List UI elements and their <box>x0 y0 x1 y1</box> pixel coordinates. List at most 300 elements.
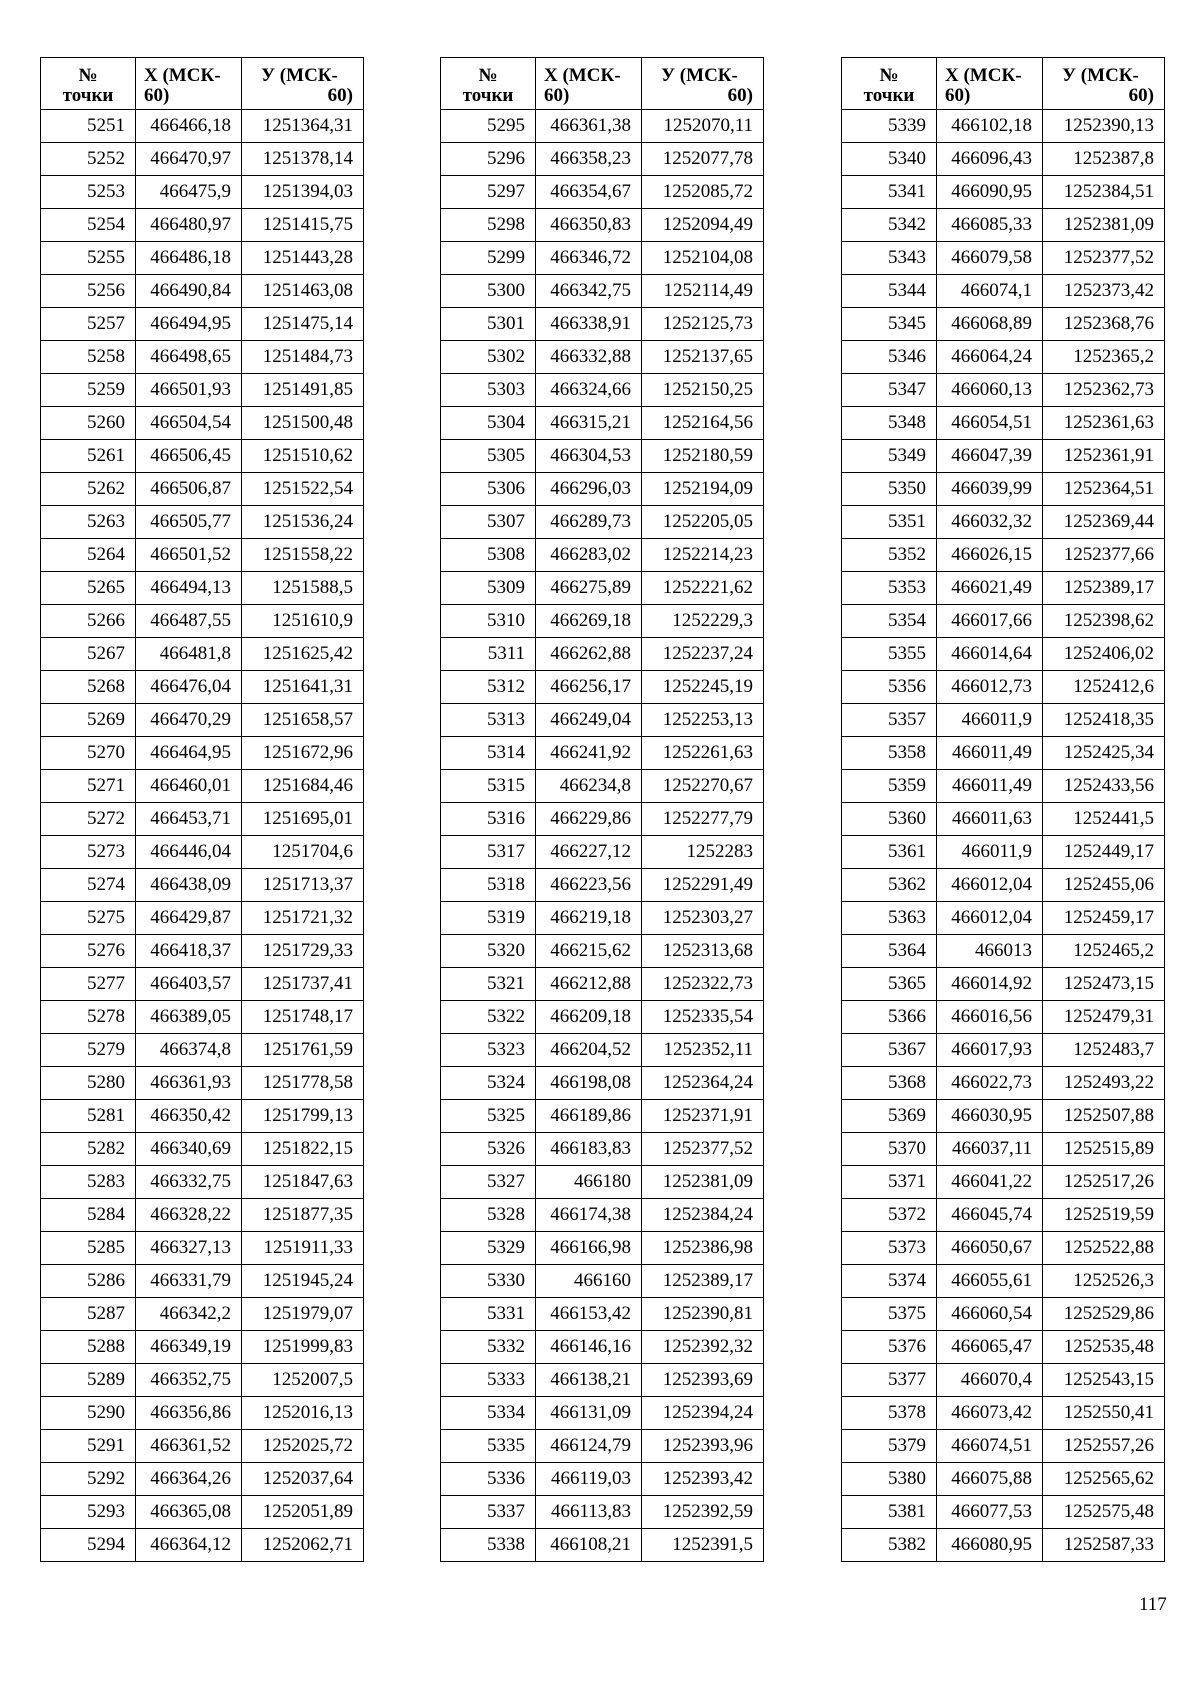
y-coordinate-cell: 1252194,09 <box>642 473 764 506</box>
point-number-cell: 5366 <box>842 1001 937 1034</box>
x-coordinate-cell: 466073,42 <box>937 1397 1043 1430</box>
x-coordinate-cell: 466505,77 <box>136 506 242 539</box>
point-number-cell: 5380 <box>842 1463 937 1496</box>
y-coordinate-cell: 1251778,58 <box>242 1067 364 1100</box>
point-number-cell: 5272 <box>41 803 136 836</box>
y-coordinate-cell: 1251721,32 <box>242 902 364 935</box>
y-coordinate-cell: 1252373,42 <box>1043 275 1165 308</box>
y-coordinate-cell: 1252455,06 <box>1043 869 1165 902</box>
table-row <box>441 869 764 902</box>
point-number-cell: 5335 <box>441 1430 536 1463</box>
point-number-cell: 5379 <box>842 1430 937 1463</box>
x-coordinate-cell: 466304,53 <box>536 440 642 473</box>
point-number-cell: 5340 <box>842 143 937 176</box>
x-coordinate-cell: 466346,72 <box>536 242 642 275</box>
y-coordinate-cell: 1252352,11 <box>642 1034 764 1067</box>
table-row <box>842 341 1165 374</box>
y-coordinate-cell: 1251945,24 <box>242 1265 364 1298</box>
y-coordinate-cell: 1251695,01 <box>242 803 364 836</box>
y-coordinate-cell: 1252425,34 <box>1043 737 1165 770</box>
table-row <box>441 1232 764 1265</box>
point-number-cell: 5336 <box>441 1463 536 1496</box>
table-row <box>441 1100 764 1133</box>
y-coordinate-cell: 1252025,72 <box>242 1430 364 1463</box>
y-coordinate-cell: 1252390,81 <box>642 1298 764 1331</box>
point-number-cell: 5259 <box>41 374 136 407</box>
x-coordinate-cell: 466361,93 <box>136 1067 242 1100</box>
point-number-cell: 5360 <box>842 803 937 836</box>
y-coordinate-cell: 1252441,5 <box>1043 803 1165 836</box>
y-coordinate-cell: 1252362,73 <box>1043 374 1165 407</box>
table-row <box>441 440 764 473</box>
coordinates-table-3 <box>841 57 1165 1562</box>
x-coordinate-cell: 466124,79 <box>536 1430 642 1463</box>
x-coordinate-cell: 466486,18 <box>136 242 242 275</box>
x-coordinate-cell: 466054,51 <box>937 407 1043 440</box>
x-coordinate-cell: 466160 <box>536 1265 642 1298</box>
y-coordinate-cell: 1251484,73 <box>242 341 364 374</box>
table-row <box>441 638 764 671</box>
y-coordinate-cell: 1252381,09 <box>642 1166 764 1199</box>
point-number-cell: 5294 <box>41 1529 136 1562</box>
y-coordinate-cell: 1251799,13 <box>242 1100 364 1133</box>
point-number-cell: 5361 <box>842 836 937 869</box>
point-number-cell: 5317 <box>441 836 536 869</box>
x-coordinate-cell: 466506,45 <box>136 440 242 473</box>
table-row <box>842 1001 1165 1034</box>
x-coordinate-cell: 466011,49 <box>937 770 1043 803</box>
x-coordinate-cell: 466338,91 <box>536 308 642 341</box>
point-number-cell: 5268 <box>41 671 136 704</box>
x-coordinate-cell: 466269,18 <box>536 605 642 638</box>
x-coordinate-cell: 466102,18 <box>937 110 1043 143</box>
table-row <box>41 770 364 803</box>
point-number-cell: 5375 <box>842 1298 937 1331</box>
point-number-cell: 5359 <box>842 770 937 803</box>
x-coordinate-cell: 466350,42 <box>136 1100 242 1133</box>
table-row <box>41 308 364 341</box>
y-coordinate-cell: 1252205,05 <box>642 506 764 539</box>
y-coordinate-cell: 1251737,41 <box>242 968 364 1001</box>
y-coordinate-cell: 1251378,14 <box>242 143 364 176</box>
x-coordinate-cell: 466077,53 <box>937 1496 1043 1529</box>
x-coordinate-cell: 466080,95 <box>937 1529 1043 1562</box>
point-number-cell: 5278 <box>41 1001 136 1034</box>
table-row <box>842 1529 1165 1562</box>
y-coordinate-cell: 1252391,5 <box>642 1529 764 1562</box>
table-row <box>441 671 764 704</box>
table-row <box>842 308 1165 341</box>
x-coordinate-cell: 466241,92 <box>536 737 642 770</box>
point-number-cell: 5279 <box>41 1034 136 1067</box>
y-coordinate-cell: 1251500,48 <box>242 407 364 440</box>
table-row <box>41 704 364 737</box>
point-number-cell: 5316 <box>441 803 536 836</box>
table-row <box>41 1529 364 1562</box>
table-row <box>441 1001 764 1034</box>
x-coordinate-cell: 466283,02 <box>536 539 642 572</box>
point-number-cell: 5313 <box>441 704 536 737</box>
point-number-cell: 5305 <box>441 440 536 473</box>
table-row <box>41 1430 364 1463</box>
x-coordinate-cell: 466131,09 <box>536 1397 642 1430</box>
y-coordinate-cell: 1252387,8 <box>1043 143 1165 176</box>
y-coordinate-cell: 1252085,72 <box>642 176 764 209</box>
table-row <box>842 374 1165 407</box>
point-number-cell: 5357 <box>842 704 937 737</box>
point-number-cell: 5381 <box>842 1496 937 1529</box>
x-coordinate-cell: 466223,56 <box>536 869 642 902</box>
table-row <box>842 539 1165 572</box>
y-coordinate-cell: 1252361,63 <box>1043 407 1165 440</box>
point-number-cell: 5282 <box>41 1133 136 1166</box>
point-number-cell: 5370 <box>842 1133 937 1166</box>
table-row <box>41 737 364 770</box>
x-coordinate-cell: 466039,99 <box>937 473 1043 506</box>
x-coordinate-cell: 466498,65 <box>136 341 242 374</box>
x-coordinate-cell: 466487,55 <box>136 605 242 638</box>
point-number-cell: 5332 <box>441 1331 536 1364</box>
x-coordinate-cell: 466146,16 <box>536 1331 642 1364</box>
table-row <box>41 374 364 407</box>
y-coordinate-cell: 1252368,76 <box>1043 308 1165 341</box>
point-number-cell: 5261 <box>41 440 136 473</box>
y-coordinate-cell: 1251822,15 <box>242 1133 364 1166</box>
x-coordinate-cell: 466438,09 <box>136 869 242 902</box>
point-number-cell: 5273 <box>41 836 136 869</box>
x-coordinate-cell: 466198,08 <box>536 1067 642 1100</box>
point-number-cell: 5333 <box>441 1364 536 1397</box>
y-coordinate-cell: 1252557,26 <box>1043 1430 1165 1463</box>
x-coordinate-cell: 466060,13 <box>937 374 1043 407</box>
coordinates-table-1 <box>40 57 364 1562</box>
table-row <box>842 1100 1165 1133</box>
x-coordinate-cell: 466480,97 <box>136 209 242 242</box>
y-coordinate-cell: 1252283 <box>642 836 764 869</box>
y-coordinate-cell: 1252522,88 <box>1043 1232 1165 1265</box>
table-row <box>842 407 1165 440</box>
x-coordinate-cell: 466504,54 <box>136 407 242 440</box>
y-coordinate-cell: 1252381,09 <box>1043 209 1165 242</box>
x-coordinate-cell: 466011,49 <box>937 737 1043 770</box>
x-coordinate-cell: 466014,92 <box>937 968 1043 1001</box>
y-coordinate-cell: 1252386,98 <box>642 1232 764 1265</box>
y-coordinate-cell: 1252493,22 <box>1043 1067 1165 1100</box>
table-row <box>41 935 364 968</box>
point-number-cell: 5344 <box>842 275 937 308</box>
table-row <box>842 473 1165 506</box>
point-number-cell: 5280 <box>41 1067 136 1100</box>
x-coordinate-cell: 466016,56 <box>937 1001 1043 1034</box>
table-row <box>842 968 1165 1001</box>
point-number-cell: 5263 <box>41 506 136 539</box>
table-row <box>41 1100 364 1133</box>
table-row <box>842 935 1165 968</box>
point-number-cell: 5264 <box>41 539 136 572</box>
point-number-cell: 5349 <box>842 440 937 473</box>
y-coordinate-cell: 1251729,33 <box>242 935 364 968</box>
x-coordinate-cell: 466055,61 <box>937 1265 1043 1298</box>
point-number-cell: 5253 <box>41 176 136 209</box>
x-coordinate-cell: 466358,23 <box>536 143 642 176</box>
x-coordinate-cell: 466262,88 <box>536 638 642 671</box>
table-row <box>441 1166 764 1199</box>
x-coordinate-cell: 466079,58 <box>937 242 1043 275</box>
x-coordinate-cell: 466204,52 <box>536 1034 642 1067</box>
y-coordinate-cell: 1251625,42 <box>242 638 364 671</box>
table-row <box>41 803 364 836</box>
point-number-cell: 5378 <box>842 1397 937 1430</box>
table-row <box>842 1133 1165 1166</box>
x-coordinate-cell: 466470,29 <box>136 704 242 737</box>
table-row <box>842 440 1165 473</box>
point-number-cell: 5265 <box>41 572 136 605</box>
table-row <box>441 1397 764 1430</box>
point-number-cell: 5353 <box>842 572 937 605</box>
table-row <box>842 902 1165 935</box>
y-coordinate-cell: 1252535,48 <box>1043 1331 1165 1364</box>
table-row <box>842 1298 1165 1331</box>
y-coordinate-cell: 1252392,32 <box>642 1331 764 1364</box>
point-number-cell: 5256 <box>41 275 136 308</box>
y-coordinate-cell: 1252398,62 <box>1043 605 1165 638</box>
point-number-cell: 5367 <box>842 1034 937 1067</box>
table-row <box>441 209 764 242</box>
point-number-cell: 5255 <box>41 242 136 275</box>
y-coordinate-cell: 1252150,25 <box>642 374 764 407</box>
table-row <box>441 1529 764 1562</box>
table-row <box>441 473 764 506</box>
x-coordinate-cell: 466374,8 <box>136 1034 242 1067</box>
y-coordinate-cell: 1252137,65 <box>642 341 764 374</box>
point-number-cell: 5328 <box>441 1199 536 1232</box>
point-number-cell: 5354 <box>842 605 937 638</box>
point-number-cell: 5287 <box>41 1298 136 1331</box>
x-coordinate-cell: 466012,04 <box>937 902 1043 935</box>
x-coordinate-cell: 466219,18 <box>536 902 642 935</box>
x-coordinate-cell: 466064,24 <box>937 341 1043 374</box>
point-number-cell: 5373 <box>842 1232 937 1265</box>
table-row <box>41 572 364 605</box>
x-coordinate-cell: 466446,04 <box>136 836 242 869</box>
y-coordinate-cell: 1251672,96 <box>242 737 364 770</box>
point-number-cell: 5329 <box>441 1232 536 1265</box>
table-row <box>441 176 764 209</box>
x-coordinate-cell: 466315,21 <box>536 407 642 440</box>
y-coordinate-cell: 1252077,78 <box>642 143 764 176</box>
x-coordinate-cell: 466090,95 <box>937 176 1043 209</box>
table-row <box>41 242 364 275</box>
table-row <box>41 605 364 638</box>
table-row <box>842 572 1165 605</box>
y-coordinate-cell: 1252371,91 <box>642 1100 764 1133</box>
y-coordinate-cell: 1252364,24 <box>642 1067 764 1100</box>
y-coordinate-cell: 1252369,44 <box>1043 506 1165 539</box>
y-coordinate-cell: 1251415,75 <box>242 209 364 242</box>
table-row <box>441 308 764 341</box>
y-coordinate-cell: 1251610,9 <box>242 605 364 638</box>
x-coordinate-cell: 466017,93 <box>937 1034 1043 1067</box>
point-number-cell: 5337 <box>441 1496 536 1529</box>
point-number-cell: 5323 <box>441 1034 536 1067</box>
y-coordinate-cell: 1252253,13 <box>642 704 764 737</box>
point-number-cell: 5289 <box>41 1364 136 1397</box>
point-number-cell: 5318 <box>441 869 536 902</box>
point-number-cell: 5345 <box>842 308 937 341</box>
point-number-cell: 5283 <box>41 1166 136 1199</box>
point-number-cell: 5343 <box>842 242 937 275</box>
table-row <box>41 1463 364 1496</box>
x-coordinate-cell: 466418,37 <box>136 935 242 968</box>
y-coordinate-cell: 1252070,11 <box>642 110 764 143</box>
point-number-cell: 5266 <box>41 605 136 638</box>
y-coordinate-cell: 1252261,63 <box>642 737 764 770</box>
x-coordinate-cell: 466045,74 <box>937 1199 1043 1232</box>
y-coordinate-cell: 1252392,59 <box>642 1496 764 1529</box>
x-coordinate-cell: 466032,32 <box>937 506 1043 539</box>
y-coordinate-cell: 1251463,08 <box>242 275 364 308</box>
table-row <box>441 506 764 539</box>
point-number-cell: 5285 <box>41 1232 136 1265</box>
point-number-cell: 5258 <box>41 341 136 374</box>
table-row <box>441 110 764 143</box>
table-row <box>441 407 764 440</box>
y-coordinate-cell: 1251641,31 <box>242 671 364 704</box>
x-coordinate-cell: 466331,79 <box>136 1265 242 1298</box>
point-number-cell: 5262 <box>41 473 136 506</box>
x-coordinate-cell: 466209,18 <box>536 1001 642 1034</box>
table-row <box>842 1463 1165 1496</box>
table-row <box>441 1265 764 1298</box>
table-row <box>842 737 1165 770</box>
point-number-cell: 5364 <box>842 935 937 968</box>
y-coordinate-cell: 1252377,66 <box>1043 539 1165 572</box>
point-number-cell: 5355 <box>842 638 937 671</box>
header-y-coordinate: У (МСК- 60) <box>642 58 764 110</box>
x-coordinate-cell: 466013 <box>937 935 1043 968</box>
x-coordinate-cell: 466041,22 <box>937 1166 1043 1199</box>
x-coordinate-cell: 466350,83 <box>536 209 642 242</box>
table-row <box>842 1265 1165 1298</box>
table-row <box>41 1331 364 1364</box>
table-row <box>441 1331 764 1364</box>
point-number-cell: 5307 <box>441 506 536 539</box>
header-x-coordinate: Х (МСК- 60) <box>937 58 1043 110</box>
x-coordinate-cell: 466212,88 <box>536 968 642 1001</box>
y-coordinate-cell: 1252418,35 <box>1043 704 1165 737</box>
x-coordinate-cell: 466047,39 <box>937 440 1043 473</box>
point-number-cell: 5315 <box>441 770 536 803</box>
y-coordinate-cell: 1252277,79 <box>642 803 764 836</box>
y-coordinate-cell: 1251999,83 <box>242 1331 364 1364</box>
header-point-number: № точки <box>41 58 136 110</box>
y-coordinate-cell: 1251394,03 <box>242 176 364 209</box>
x-coordinate-cell: 466017,66 <box>937 605 1043 638</box>
x-coordinate-cell: 466476,04 <box>136 671 242 704</box>
point-number-cell: 5338 <box>441 1529 536 1562</box>
y-coordinate-cell: 1252214,23 <box>642 539 764 572</box>
x-coordinate-cell: 466481,8 <box>136 638 242 671</box>
x-coordinate-cell: 466075,88 <box>937 1463 1043 1496</box>
table-row <box>41 110 364 143</box>
table-row <box>41 1496 364 1529</box>
x-coordinate-cell: 466324,66 <box>536 374 642 407</box>
x-coordinate-cell: 466108,21 <box>536 1529 642 1562</box>
y-coordinate-cell: 1251510,62 <box>242 440 364 473</box>
table-row <box>842 110 1165 143</box>
point-number-cell: 5254 <box>41 209 136 242</box>
x-coordinate-cell: 466070,4 <box>937 1364 1043 1397</box>
y-coordinate-cell: 1251588,5 <box>242 572 364 605</box>
table-header-row <box>41 58 364 110</box>
point-number-cell: 5350 <box>842 473 937 506</box>
point-number-cell: 5368 <box>842 1067 937 1100</box>
table-row <box>842 1199 1165 1232</box>
y-coordinate-cell: 1252016,13 <box>242 1397 364 1430</box>
table-row <box>441 605 764 638</box>
table-row <box>842 704 1165 737</box>
x-coordinate-cell: 466180 <box>536 1166 642 1199</box>
table-row <box>441 1463 764 1496</box>
x-coordinate-cell: 466011,9 <box>937 704 1043 737</box>
y-coordinate-cell: 1251748,17 <box>242 1001 364 1034</box>
point-number-cell: 5251 <box>41 110 136 143</box>
point-number-cell: 5351 <box>842 506 937 539</box>
point-number-cell: 5327 <box>441 1166 536 1199</box>
y-coordinate-cell: 1252393,42 <box>642 1463 764 1496</box>
x-coordinate-cell: 466234,8 <box>536 770 642 803</box>
table-row <box>441 902 764 935</box>
x-coordinate-cell: 466119,03 <box>536 1463 642 1496</box>
table-row <box>441 374 764 407</box>
table-row <box>441 1067 764 1100</box>
y-coordinate-cell: 1252389,17 <box>642 1265 764 1298</box>
y-coordinate-cell: 1252393,96 <box>642 1430 764 1463</box>
y-coordinate-cell: 1252361,91 <box>1043 440 1165 473</box>
y-coordinate-cell: 1251536,24 <box>242 506 364 539</box>
x-coordinate-cell: 466364,26 <box>136 1463 242 1496</box>
point-number-cell: 5291 <box>41 1430 136 1463</box>
point-number-cell: 5312 <box>441 671 536 704</box>
y-coordinate-cell: 1252449,17 <box>1043 836 1165 869</box>
table-row <box>842 770 1165 803</box>
table-row <box>842 1397 1165 1430</box>
point-number-cell: 5308 <box>441 539 536 572</box>
table-row <box>41 1265 364 1298</box>
point-number-cell: 5347 <box>842 374 937 407</box>
y-coordinate-cell: 1252364,51 <box>1043 473 1165 506</box>
x-coordinate-cell: 466037,11 <box>937 1133 1043 1166</box>
y-coordinate-cell: 1252125,73 <box>642 308 764 341</box>
table-row <box>842 836 1165 869</box>
table-row <box>842 1067 1165 1100</box>
point-number-cell: 5275 <box>41 902 136 935</box>
point-number-cell: 5298 <box>441 209 536 242</box>
x-coordinate-cell: 466361,52 <box>136 1430 242 1463</box>
y-coordinate-cell: 1252062,71 <box>242 1529 364 1562</box>
y-coordinate-cell: 1252459,17 <box>1043 902 1165 935</box>
y-coordinate-cell: 1252377,52 <box>642 1133 764 1166</box>
y-coordinate-cell: 1251443,28 <box>242 242 364 275</box>
table-row <box>441 968 764 1001</box>
table-row <box>41 1067 364 1100</box>
point-number-cell: 5325 <box>441 1100 536 1133</box>
table-row <box>41 671 364 704</box>
x-coordinate-cell: 466256,17 <box>536 671 642 704</box>
y-coordinate-cell: 1251558,22 <box>242 539 364 572</box>
x-coordinate-cell: 466361,38 <box>536 110 642 143</box>
x-coordinate-cell: 466085,33 <box>937 209 1043 242</box>
